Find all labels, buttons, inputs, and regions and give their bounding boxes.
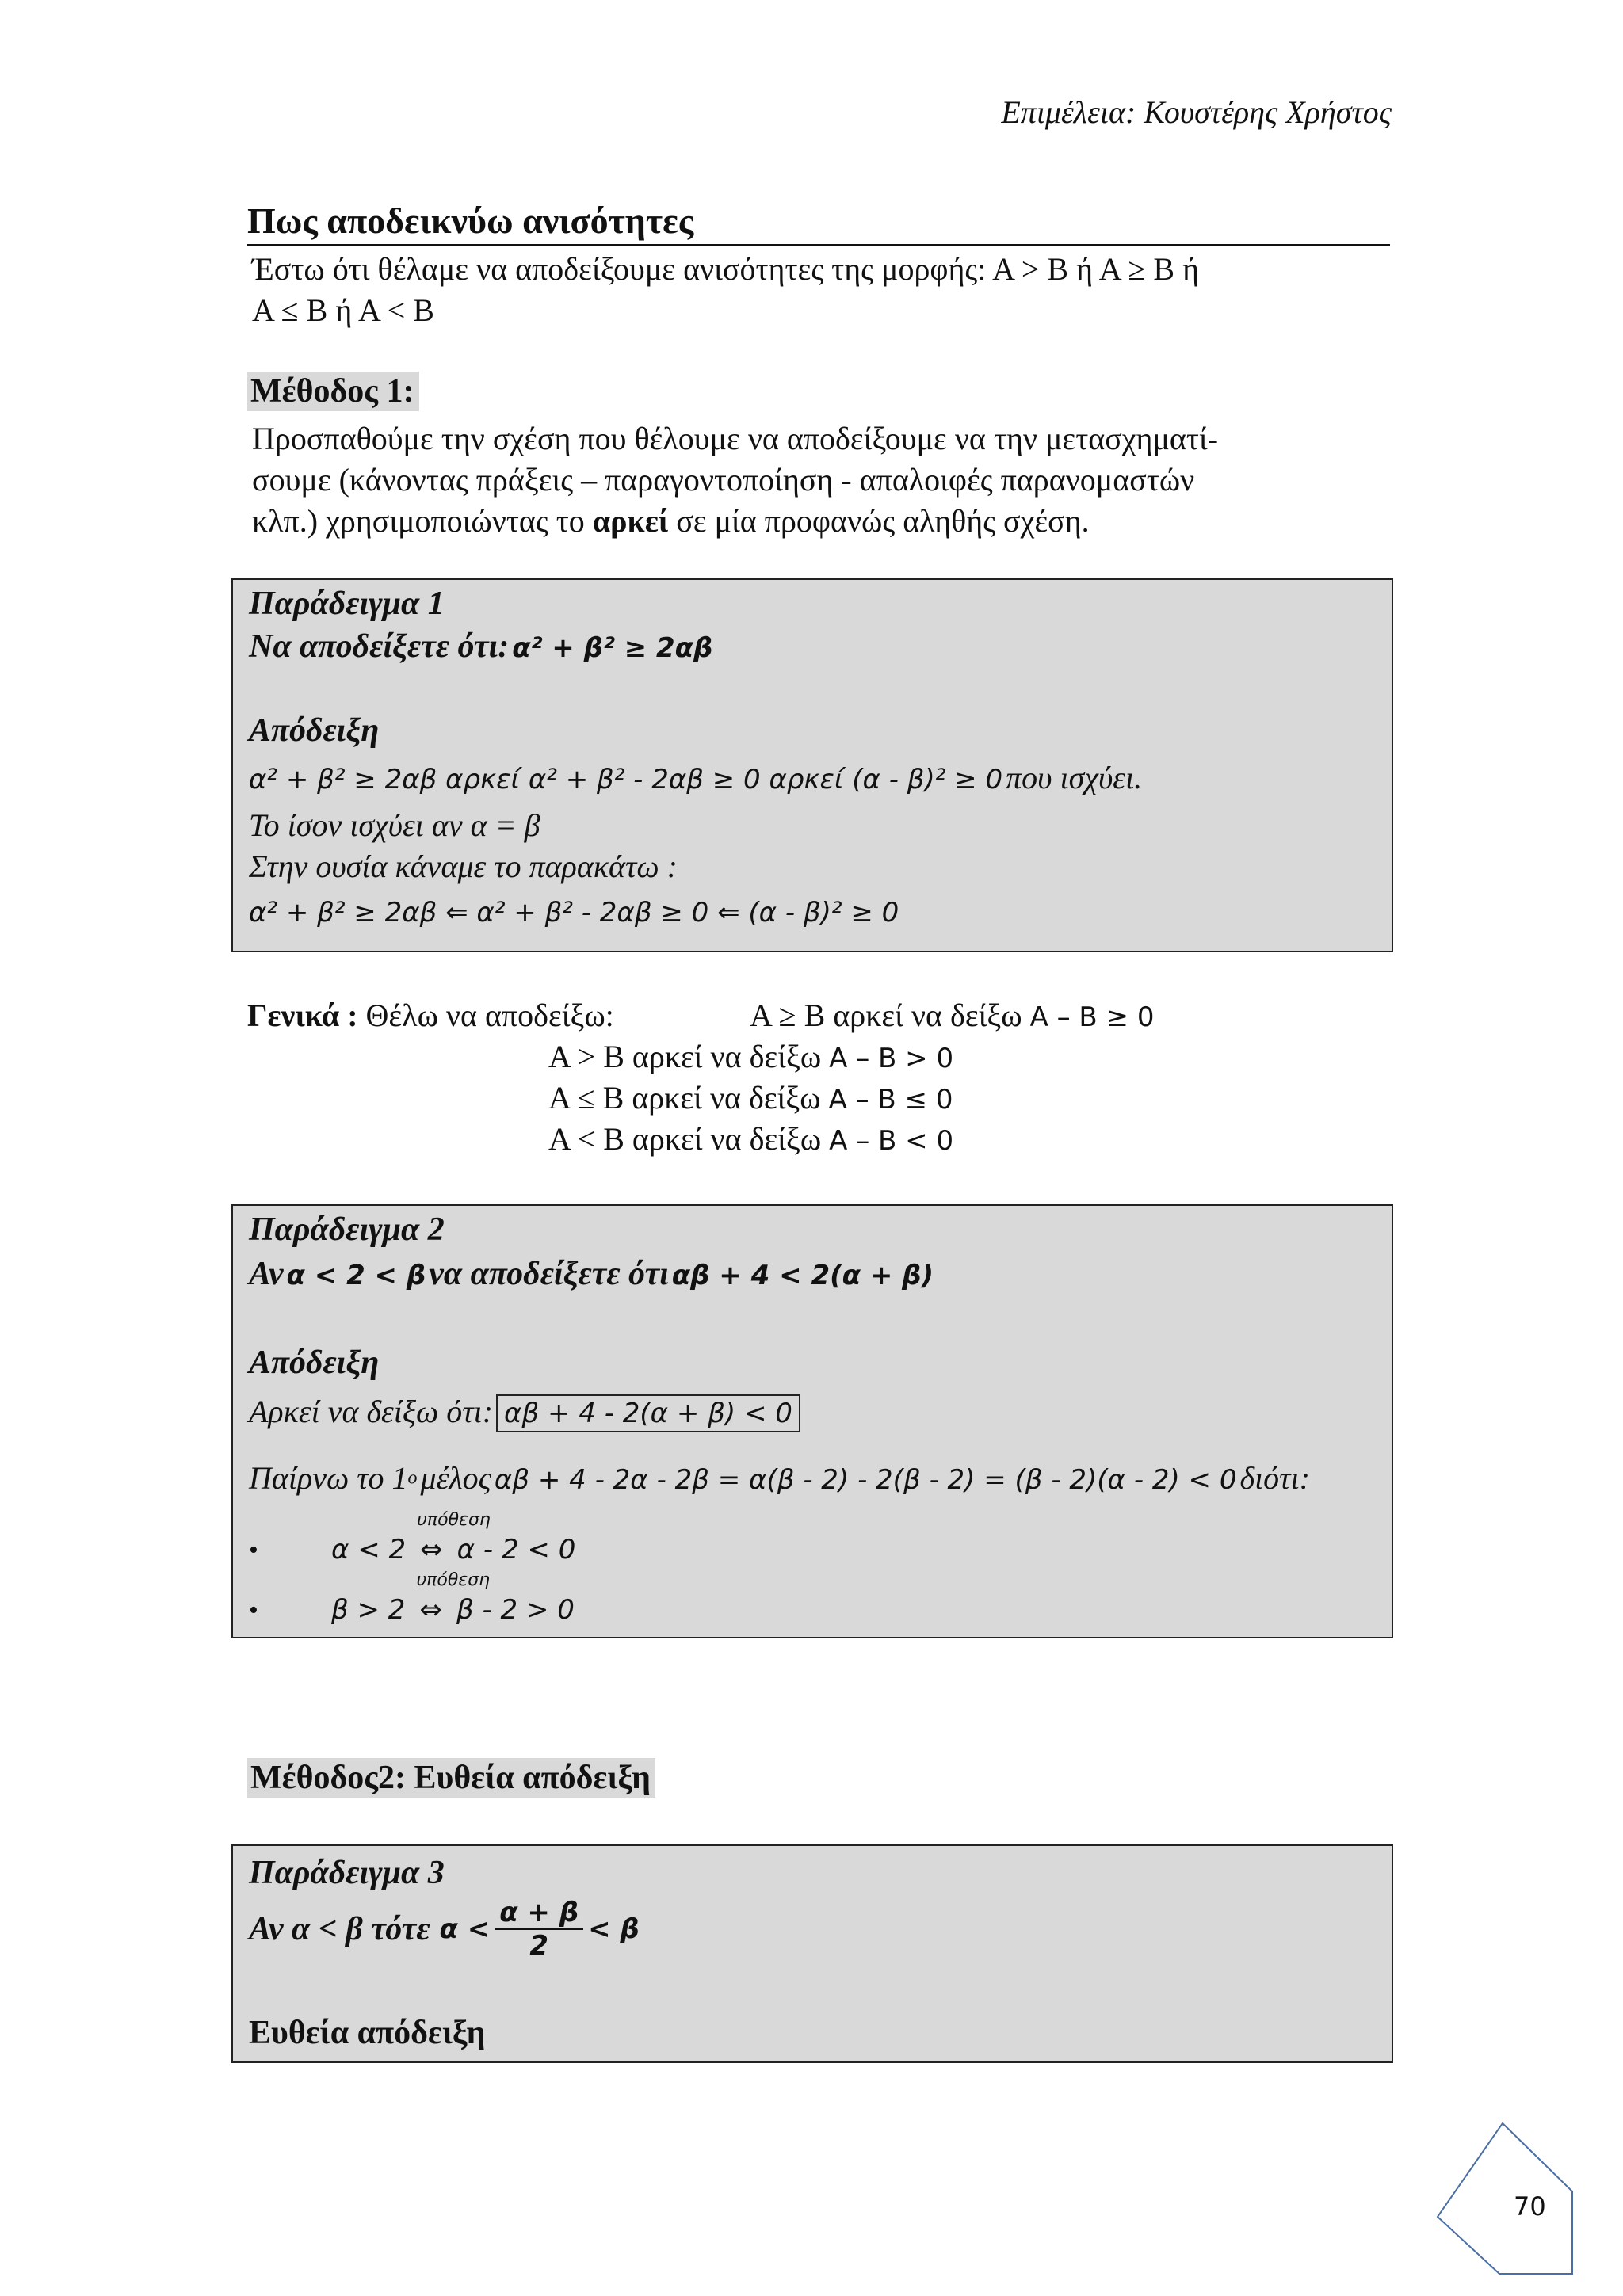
general-row-3 xyxy=(548,1079,953,1116)
example1-proof-line xyxy=(249,759,1142,796)
method1-label-text: Μέθοδος 1: xyxy=(247,372,419,411)
example2-take-pre: Παίρνω το 1 xyxy=(249,1460,408,1496)
example3-math-lhs: α < xyxy=(439,1913,491,1945)
example1-prompt xyxy=(249,627,712,666)
example1-proof-math: α² + β² ≥ 2αβ αρκεί α² + β² - 2αβ ≥ 0 αρκεί (α - β)² ≥ 0 xyxy=(249,764,1003,795)
example1-title: Παράδειγμα 1 xyxy=(249,585,445,622)
general-row-mid: αρκεί να δείξω xyxy=(632,1039,822,1074)
example2-prompt-mid: να αποδείξετε ότι xyxy=(429,1256,669,1292)
page-number: 70 xyxy=(1514,2191,1546,2222)
example2-prompt-pre: Αν xyxy=(249,1256,284,1292)
general-row-cond: Α – Β < 0 xyxy=(829,1125,954,1157)
example2-suffice-text: Αρκεί να δείξω ότι: xyxy=(249,1394,494,1429)
method1-label xyxy=(247,372,419,410)
method1-line3-pre: κλπ.) χρησιμοποιώντας το xyxy=(252,503,585,539)
general-row-cond: Α – Β ≥ 0 xyxy=(1029,1001,1155,1033)
general-row-mid: αρκεί να δείξω xyxy=(833,997,1022,1033)
example2-title: Παράδειγμα 2 xyxy=(249,1211,445,1248)
example2-bullet-1 xyxy=(249,1510,576,1566)
iff-icon: ⇔ xyxy=(419,1594,442,1626)
example1-proof-label: Απόδειξη xyxy=(249,712,380,749)
example2-take-tail: διότι: xyxy=(1239,1460,1310,1496)
example2-suffice-math: αβ + 4 - 2(α + β) < 0 xyxy=(496,1394,800,1432)
general-row-mid: αρκεί να δείξω xyxy=(632,1080,821,1116)
general-row-rel: Α ≥ Β xyxy=(750,997,826,1033)
method1-line3-bold: αρκεί xyxy=(592,503,669,539)
general-label: Γενικά : xyxy=(247,997,358,1033)
iff-icon: ⇔ xyxy=(420,1534,443,1566)
bullet1-iff xyxy=(417,1510,491,1566)
example3-prompt-text: Αν α < β τότε xyxy=(249,1911,430,1947)
bullet2-hypothesis-label: υπόθεση xyxy=(416,1570,491,1590)
example3-title: Παράδειγμα 3 xyxy=(249,1855,445,1891)
example2-prompt-math2: αβ + 4 < 2(α + β) xyxy=(671,1260,934,1291)
example1-summary: Στην ουσία κάναμε το παρακάτω : xyxy=(249,849,678,884)
method2-label xyxy=(247,1759,655,1797)
general-row-rel: Α < Β xyxy=(548,1121,624,1157)
general-row-mid: αρκεί να δείξω xyxy=(632,1121,822,1157)
example1-equality: Το ίσον ισχύει αν α = β xyxy=(249,807,540,843)
bullet1-lhs: α < 2 xyxy=(331,1534,407,1566)
bullet1-rhs: α - 2 < 0 xyxy=(456,1534,576,1566)
page-number-badge-icon xyxy=(1436,2117,1588,2280)
method2-label-text: Μέθοδος2: Ευθεία απόδειξη xyxy=(247,1758,655,1798)
page-title: Πως αποδεικνύω ανισότητες xyxy=(247,200,694,241)
example1-prompt-math: α² + β² ≥ 2αβ xyxy=(512,632,713,664)
bullet2-iff xyxy=(416,1570,491,1626)
bullet-icon: • xyxy=(249,1596,258,1625)
general-row-cond: Α – Β ≤ 0 xyxy=(828,1084,953,1116)
bullet2-lhs: β > 2 xyxy=(331,1594,406,1626)
general-row-1 xyxy=(750,997,1155,1034)
example2-take-sup: ο xyxy=(407,1467,418,1489)
method1-line-1: Προσπαθούμε την σχέση που θέλουμε να αποδείξουμε να την μετασχηματί- xyxy=(252,421,1219,456)
general-row-rel: Α > Β xyxy=(548,1039,624,1074)
example1-box xyxy=(231,578,1393,952)
general-label-line xyxy=(247,997,614,1034)
example2-take-math: αβ + 4 - 2α - 2β = α(β - 2) - 2(β - 2) = (β - 2)(α - 2) < 0 xyxy=(494,1464,1237,1496)
example2-prompt xyxy=(249,1255,934,1293)
general-row-2 xyxy=(548,1038,953,1075)
method1-line-2: σουμε (κάνοντας πράξεις – παραγοντοποίηση - απαλοιφές παρανομαστών xyxy=(252,462,1195,498)
general-row-rel: Α ≤ Β xyxy=(548,1080,624,1116)
example1-proof-tail: που ισχύει. xyxy=(1006,760,1143,795)
bullet2-rhs: β - 2 > 0 xyxy=(456,1594,575,1626)
example1-prompt-text: Να αποδείξετε ότι: xyxy=(249,628,510,665)
general-row-cond: Α – Β > 0 xyxy=(829,1043,954,1074)
example3-fraction xyxy=(495,1897,583,1962)
title-underline xyxy=(247,244,1390,246)
general-intro: Θέλω να αποδείξω: xyxy=(365,997,614,1033)
method1-line3-post: σε μία προφανώς αληθής σχέση. xyxy=(676,503,1090,539)
example3-math-rhs: < β xyxy=(588,1913,640,1945)
example3-box xyxy=(231,1844,1393,2063)
general-row-4 xyxy=(548,1120,953,1158)
example2-take-post: μέλος xyxy=(420,1460,491,1496)
fraction-numerator: α + β xyxy=(495,1897,583,1930)
page-header: Επιμέλεια: Κουστέρης Χρήστος xyxy=(1001,94,1392,130)
example3-prompt xyxy=(249,1897,640,1962)
fraction-denominator: 2 xyxy=(529,1930,548,1962)
example3-direct-proof: Ευθεία απόδειξη xyxy=(249,2015,486,2051)
bullet1-hypothesis-label: υπόθεση xyxy=(417,1510,491,1530)
bullet-icon: • xyxy=(249,1535,258,1565)
method1-line-3 xyxy=(252,501,1090,542)
example2-box xyxy=(231,1204,1393,1638)
intro-line-2: Α ≤ Β ή Α < Β xyxy=(252,292,434,328)
example2-suffice xyxy=(249,1393,800,1430)
example2-prompt-math1: α < 2 < β xyxy=(286,1260,426,1291)
example2-take xyxy=(249,1459,1310,1497)
example2-bullet-2 xyxy=(249,1570,575,1626)
intro-line-1: Έστω ότι θέλαμε να αποδείξουμε ανισότητες της μορφής: Α > Β ή Α ≥ Β ή xyxy=(252,251,1200,287)
example1-summary-math: α² + β² ≥ 2αβ ⇐ α² + β² - 2αβ ≥ 0 ⇐ (α - β)² ≥ 0 xyxy=(249,897,899,929)
example2-proof-label: Απόδειξη xyxy=(249,1344,380,1381)
